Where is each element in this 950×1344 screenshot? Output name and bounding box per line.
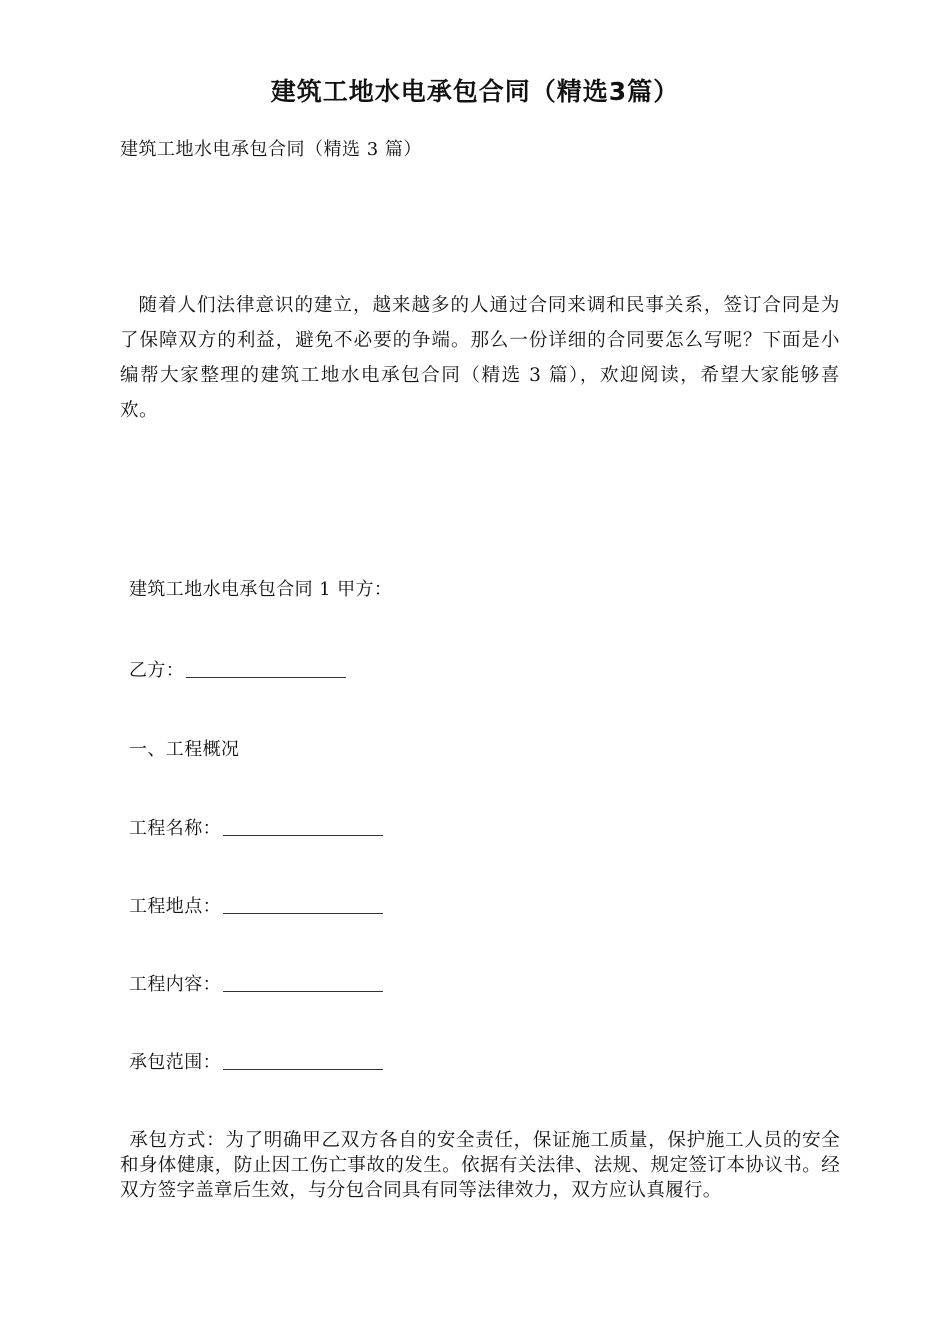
party-b-line (129, 657, 346, 685)
intro-paragraph: 随着人们法律意识的建立，越来越多的人通过合同来调和民事关系，签订合同是为了保障双方的利益，避免不必要的争端。那么一份详细的合同要怎么写呢？下面是小编帮大家整理的建筑工地水电承包合同（精选 3 篇），欢迎阅读，希望大家能够喜欢。 (120, 295, 840, 421)
project-content-blank (223, 971, 383, 992)
project-content-label: 工程内容： (129, 974, 221, 995)
project-location-blank (223, 893, 383, 914)
contract1-heading (129, 576, 392, 604)
section1-heading (129, 736, 239, 764)
contract-scope-blank (223, 1049, 383, 1070)
party-b-blank (186, 657, 346, 678)
contract-scope-label: 承包范围： (129, 1052, 221, 1073)
party-b-label: 乙方： (129, 660, 185, 681)
document-subtitle: 建筑工地水电承包合同（精选 3 篇） (120, 139, 422, 160)
document-title: 建筑工地水电承包合同（精选3篇） (270, 77, 680, 106)
contract1-heading-text: 建筑工地水电承包合同 1 甲方： (129, 579, 393, 600)
project-location-line (129, 893, 383, 921)
contract-method-paragraph: 承包方式：为了明确甲乙双方各自的安全责任，保证施工质量，保护施工人员的安全和身体健康，防止因工伤亡事故的发生。依据有关法律、法规、规定签订本协议书。经双方签字盖章后生效，与分包合同具有同等法律效力，双方应认真履行。 (120, 1130, 840, 1201)
project-location-label: 工程地点： (129, 896, 221, 917)
project-name-label: 工程名称： (129, 818, 221, 839)
project-name-line (129, 815, 383, 843)
section1-heading-text: 一、工程概况 (129, 739, 240, 760)
project-name-blank (223, 815, 383, 836)
contract-scope-line (129, 1049, 383, 1077)
project-content-line (129, 971, 383, 999)
